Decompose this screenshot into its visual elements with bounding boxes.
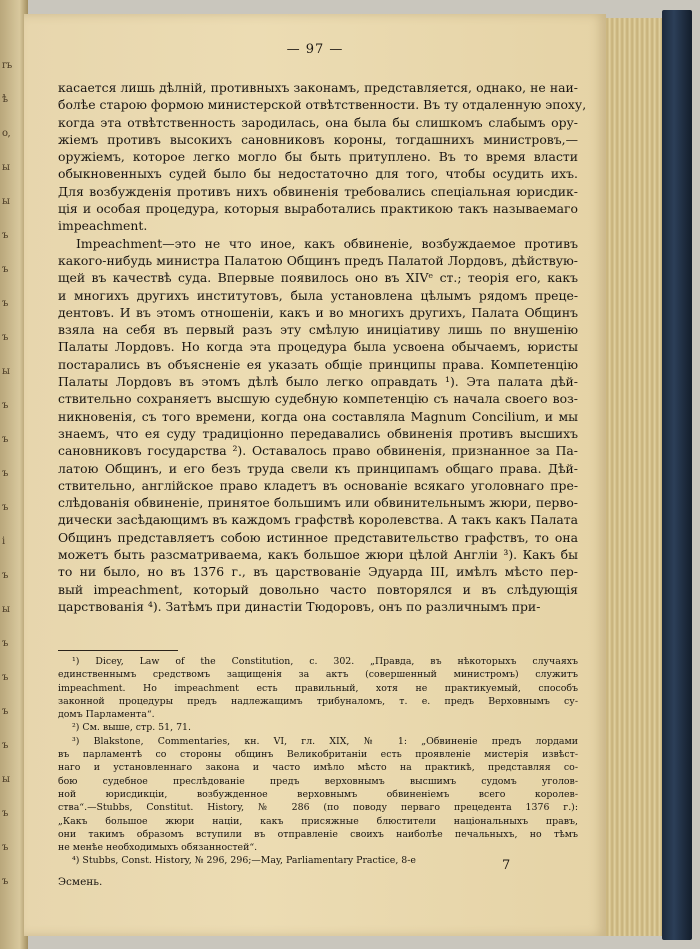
footnote-line: не менѣе необходимыхъ обязанностей“. xyxy=(58,842,258,854)
footnote-rule xyxy=(58,650,178,651)
previous-page-text-fragment: ъ xyxy=(2,264,8,275)
footnote-line: домъ Парламента“. xyxy=(58,709,155,721)
previous-page-text-fragment: ѣ xyxy=(2,94,8,105)
previous-page-text-fragment: ъ xyxy=(2,332,8,343)
text-line: слѣдованія обвиненіе, принятое большимъ или обвинительнымъ жюри, перво- xyxy=(58,495,578,511)
previous-page-text-fragment: ъ xyxy=(2,706,8,717)
previous-page-text-fragment: ъ xyxy=(2,808,8,819)
text-line: то ни было, но въ 1376 г., въ царствованіе Эдуарда III, имѣлъ мѣсто пер- xyxy=(58,564,578,580)
previous-page-text-fragment: ъ xyxy=(2,400,8,411)
text-line: болѣе старою формою министерской отвѣтственности. Въ ту отдаленную эпоху, xyxy=(58,97,587,113)
previous-page-text-fragment: ы xyxy=(2,604,10,615)
text-line: взяла на себя въ первый разъ эту смѣлую иниціативу лишь по внушенію xyxy=(58,322,578,338)
text-line: касается лишь дѣлній, противныхъ законамъ, представляется, однако, не наи- xyxy=(58,80,578,95)
text-line: impeachment. xyxy=(58,218,148,234)
previous-page-text-fragment: ъ xyxy=(2,468,8,479)
footnote-line: законной процедуры предъ надлежащимъ трибуналомъ, т. е. предъ Верховнымъ су- xyxy=(58,695,578,707)
text-line: когда эта отвѣтственность зародилась, она была бы слишкомъ слабымъ ору- xyxy=(58,114,578,130)
previous-page-text-fragment: ъ xyxy=(2,638,8,649)
previous-page-text-fragment: ъ xyxy=(2,298,8,309)
previous-page-text-fragment: ы xyxy=(2,162,10,173)
book-page xyxy=(24,14,606,936)
footnote-line: они такимъ образомъ вступили въ отправленіе своихъ наиболѣе печальныхъ, но тѣмъ xyxy=(58,828,578,840)
sheet-number: 7 xyxy=(502,858,511,873)
previous-page-text-fragment: ъ xyxy=(2,570,8,581)
previous-page-text-fragment: ъ xyxy=(2,876,8,887)
text-line: оружіемъ, которое легко могло бы быть притуплено. Въ то время власти xyxy=(58,149,578,165)
previous-page-text-fragment: ъ xyxy=(2,842,8,853)
printer-signature: Эсмень. xyxy=(58,876,103,888)
text-line: Палаты Лордовъ въ этомъ дѣлѣ было легко оправдать ¹). Эта палата дѣй- xyxy=(58,374,578,390)
text-line: Палаты Лордовъ. Но когда эта процедура была усвоена обычаемъ, юристы xyxy=(58,339,578,355)
footnote-line: наго и установленнаго закона и часто имѣло мѣсто на практикѣ, представляя со- xyxy=(58,762,578,774)
footnote-line: impeachment. Но impeachment есть правильный, хотя не практикуемый, способъ xyxy=(58,682,578,694)
footnotes xyxy=(58,655,578,868)
text-line: вый impeachment, который довольно часто повторялся и въ слѣдующія xyxy=(58,581,578,597)
footnote-line: ной юрисдикціи, возбужденное верховнымъ обвиненіемъ всего королев- xyxy=(58,788,578,800)
text-line: сановниковъ государства ²). Оставалось право обвиненія, признанное за Па- xyxy=(58,443,578,459)
text-line: знаемъ, что ея суду традиціонно передавались обвиненія противъ высшихъ xyxy=(58,425,578,441)
footnote-line: ⁴) Stubbs, Const. History, № 296, 296;—May, Parliamentary Practice, 8-е xyxy=(72,855,416,867)
text-line: ція и особая процедура, которыя выработались практикою такъ называемаго xyxy=(58,201,578,217)
footnote-line: ³) Blakstone, Commentaries, кн. VI, гл. XIX, № 1: „Обвиненіе предъ лордами xyxy=(72,735,578,747)
text-line: какого-нибудь министра Палатою Общинъ предъ Палатой Лордовъ, дѣйствую- xyxy=(58,252,578,268)
text-line: латою Общинъ, и его безъ труда свели къ принципамъ общаго права. Дѣй- xyxy=(58,460,578,476)
page-number: — 97 — xyxy=(286,42,344,57)
previous-page-text-fragment: ъ xyxy=(2,434,8,445)
text-line: царствованія ⁴). Затѣмъ при династіи Тюдоровъ, онъ по различнымъ при- xyxy=(58,598,541,614)
text-line: можетъ быть разсматриваема, какъ большое жюри цѣлой Англіи ³). Какъ бы xyxy=(58,547,578,563)
text-line: Общинъ представляетъ собою истинное представительство графствъ, то она xyxy=(58,529,578,545)
text-line: Для возбужденія противъ нихъ обвиненія требовались спеціальная юрисдик- xyxy=(58,183,578,199)
previous-page-text-fragment: ы xyxy=(2,366,10,377)
previous-page-text-fragment: і xyxy=(2,536,5,547)
previous-page-text-fragment: ъ xyxy=(2,672,8,683)
footnote-line: единственнымъ средствомъ защищенія за актъ (совершенный министромъ) служитъ xyxy=(58,669,578,681)
body-text xyxy=(58,79,587,615)
text-line: дически засѣдающимъ въ каждомъ графствѣ королевства. А такъ какъ Палата xyxy=(58,512,578,528)
text-line: жіемъ противъ высокихъ сановниковъ короны, тогдашнихъ министровъ,— xyxy=(58,131,578,147)
text-line: никновенія, съ того времени, когда она составляла Magnum Concilium, и мы xyxy=(58,408,578,424)
footnote-line: бою судебное преслѣдованіе предъ верховнымъ высшимъ судомъ уголов- xyxy=(58,775,578,787)
footnote-line: „Какъ большое жюри націи, какъ присяжные блюстители національныхъ правъ, xyxy=(58,815,578,827)
text-line: постарались въ объясненіе ея указать общіе принципы права. Компетенцію xyxy=(58,356,578,372)
footnote-line: ²) См. выше, стр. 51, 71. xyxy=(72,722,191,734)
text-line: дентовъ. И въ этомъ отношеніи, какъ и во многихъ другихъ, Палата Общинъ xyxy=(58,304,578,320)
footnote-line: ства“.—Stubbs, Constitut. History, № 286 (по поводу перваго прецедента 1376 г.): xyxy=(58,802,578,814)
text-line: ствительно, англійское право кладетъ въ основаніе всякаго уголовнаго пре- xyxy=(58,477,578,493)
footnote-line: въ парламентѣ со стороны общинъ Великобританіи есть проявленіе мистерія извѣст- xyxy=(58,749,578,761)
previous-page-text-fragment: о, xyxy=(2,128,11,139)
text-line: и многихъ другихъ институтовъ, была установлена цѣлымъ рядомъ преце- xyxy=(58,287,578,303)
page-block-edge xyxy=(598,18,669,936)
previous-page-text-fragment: ъ xyxy=(2,230,8,241)
text-line: ствительно сохраняетъ высшую судебную компетенцію съ начала своего воз- xyxy=(58,391,578,407)
text-line: Impeachment—это не что иное, какъ обвиненіе, возбуждаемое противъ xyxy=(76,235,578,251)
book-cover xyxy=(662,10,692,940)
previous-page-text-fragment: ы xyxy=(2,774,10,785)
previous-page-text-fragment: ъ xyxy=(2,502,8,513)
previous-page-text-fragment: ы xyxy=(2,196,10,207)
footnote-line: ¹) Dicey, Law of the Constitution, с. 302. „Правда, въ нѣкоторыхъ случаяхъ xyxy=(72,656,578,667)
text-line: обыкновенныхъ судей было бы недостаточно для того, чтобы осудить ихъ. xyxy=(58,166,578,182)
previous-page-text-fragment: гь xyxy=(2,60,12,71)
text-line: щей въ качествѣ суда. Впервые появилось оно въ XIVᵉ ст.; теорія его, какъ xyxy=(58,270,578,286)
previous-page-text-fragment: ъ xyxy=(2,740,8,751)
